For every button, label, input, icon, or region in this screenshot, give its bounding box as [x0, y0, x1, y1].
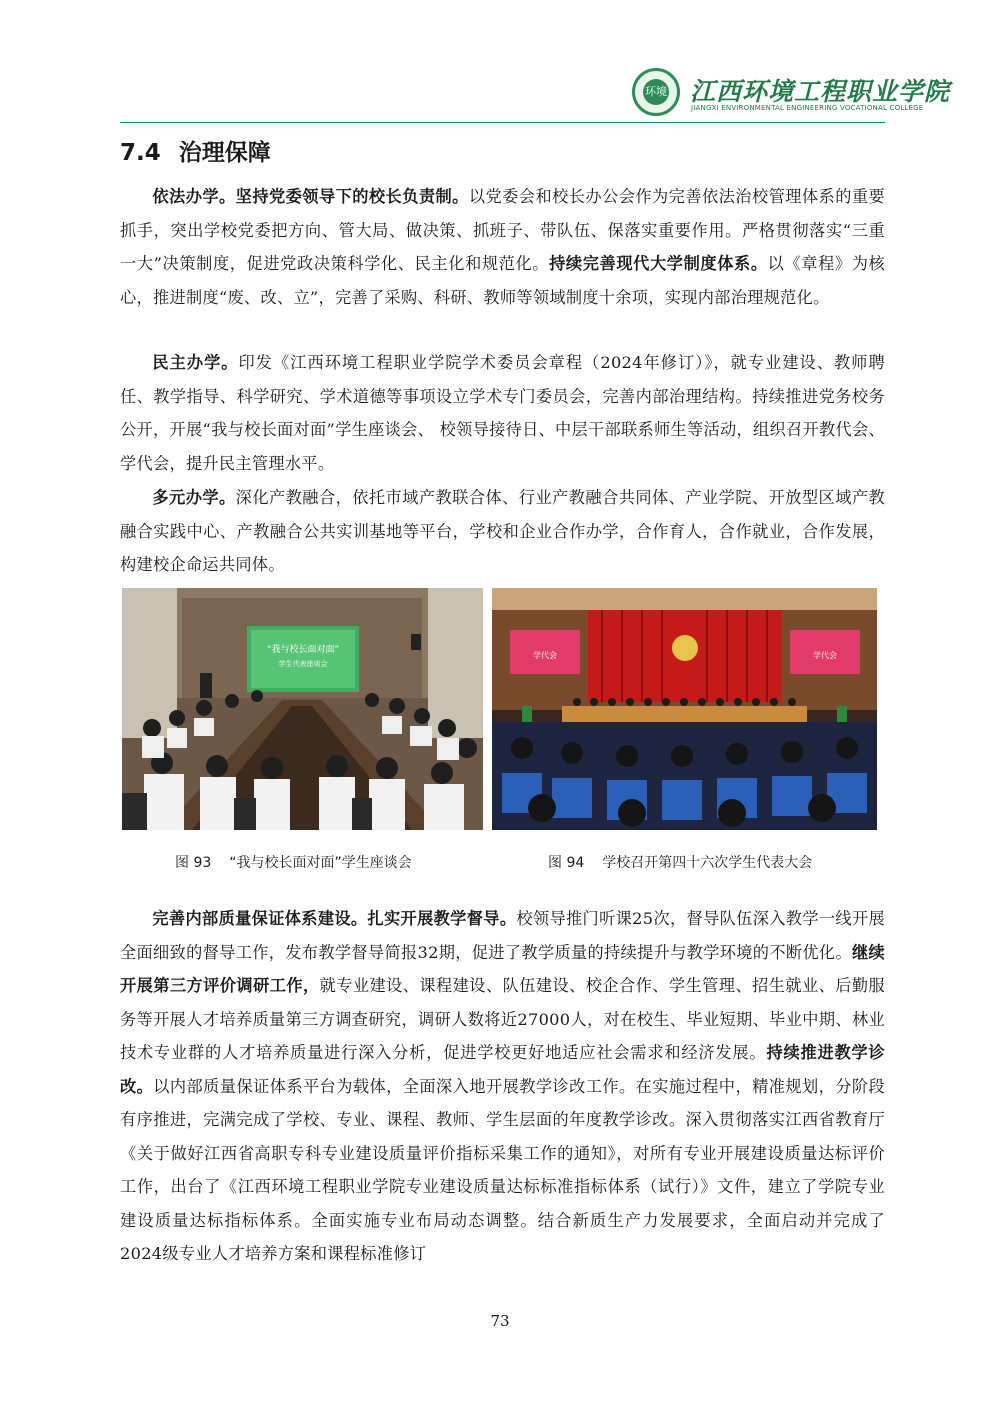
- para4-bold-1: 完善内部质量保证体系建设。扎实开展教学督导。: [152, 909, 517, 928]
- para4-text-2: 就专业建设、课程建设、队伍建设、校企合作、学生管理、招生就业、后勤服务等开展人才培养质量第三方调查研究，调研人数将近27000人，对在校生、毕业短期、毕业中期、林业技术专业群的人才培养质量进行深入分析，促进学校更好地适应社会需求和经济发展。: [120, 976, 885, 1062]
- para1-bold-2: 持续完善现代大学制度体系。: [549, 254, 768, 273]
- school-logo-icon: [632, 68, 680, 116]
- header-divider: [120, 122, 885, 123]
- paragraph-diversified: [120, 481, 885, 582]
- paragraph-quality-assurance: [120, 902, 885, 1271]
- para3-text-1: 深化产教融合，依托市域产教联合体、行业产教融合共同体、产业学院、开放型区域产教融合实践中心、产教融合公共实训基地等平台，学校和企业合作办学，合作育人，合作就业，合作发展，构建校企命运共同体。: [120, 488, 886, 574]
- para4-bold-2: 继续开展第三方评价调研工作，: [120, 942, 885, 995]
- para2-text-1: 印发《江西环境工程职业学院学术委员会章程（2024年修订）》，就专业建设、教师聘任、教学指导、科学研究、学术道德等事项设立学术专门委员会，完善内部治理结构。持续推进党务校务公开，开展“我与校长面对面”学生座谈会、 校领导接待日、中层干部联系师生等活动，组织召开教代会、学代会，提升民主管理水平。: [120, 353, 886, 473]
- banner-left-text: 学代会: [533, 651, 557, 660]
- figure-94-caption: [548, 852, 812, 872]
- figure-94-number: 图 94: [548, 855, 585, 871]
- para4-text-3: 以内部质量保证体系平台为载体，全面深入地开展教学诊改工作。在实施过程中，精准规划，分阶段有序推进，完满完成了学校、专业、课程、教师、学生层面的年度教学诊改。深入贯彻落实江西省教育厅《关于做好江西省高职专科专业建设质量评价指标采集工作的通知》，对所有专业开展建设质量达标评价工作，出台了《江西环境工程职业学院专业建设质量达标标准指标体系（试行）》文件，建立了学院专业建设质量达标指标体系。全面实施专业布局动态调整。结合新质生产力发展要求，全面启动并完成了2024级专业人才培养方案和课程标准修订: [120, 1076, 885, 1263]
- para1-text-2: 以《章程》为核心，推进制度“废、改、立”，完善了采购、科研、教师等领域制度十余项，实现内部治理规范化。: [120, 254, 885, 307]
- screen-text-line1: “我与校长面对面”: [266, 645, 340, 655]
- school-name-cn: 江西环境工程职业学院: [690, 77, 951, 106]
- paragraph-democratic: [120, 346, 885, 480]
- school-name-en: JIANGXI ENVIRONMENTAL ENGINEERING VOCATIONAL COLLEGE: [691, 104, 924, 112]
- photo-student-forum: [122, 588, 483, 830]
- section-title: [120, 134, 271, 167]
- figure-93-caption: [175, 852, 412, 872]
- figure-94-text: 学校召开第四十六次学生代表大会: [602, 855, 813, 871]
- figure-93-number: 图 93: [175, 855, 212, 871]
- logo-mark: 环境: [643, 79, 669, 105]
- para4-text-1: 校领导推门听课25次，督导队伍深入教学一线开展全面细致的督导工作，发布教学督导简报32期，促进了教学质量的持续提升与教学环境的不断优化。: [120, 909, 885, 962]
- para3-bold-1: 多元办学。: [152, 488, 236, 507]
- para2-bold-1: 民主办学。: [152, 353, 239, 372]
- para4-bold-3: 持续推进教学诊改。: [120, 1043, 885, 1096]
- page-number: 73: [490, 1312, 510, 1330]
- section-title-text: 治理保障: [178, 140, 271, 166]
- paragraph-rule-of-law: [120, 180, 885, 314]
- screen-text-line2: 学生代表座谈会: [278, 660, 328, 668]
- photo-student-congress: [492, 588, 877, 830]
- page-header: [120, 62, 951, 122]
- figure-93-text: “我与校长面对面”学生座谈会: [229, 855, 412, 871]
- banner-right-text: 学代会: [813, 651, 837, 660]
- para1-bold-1: 依法办学。坚持党委领导下的校长负责制。: [152, 187, 469, 206]
- para1-text-1: 以党委会和校长办公会作为完善依法治校管理体系的重要抓手，突出学校党委把方向、管大局、做决策、抓班子、带队伍、保落实重要作用。严格贯彻落实“三重一大”决策制度，促进党政决策科学化、民主化和规范化。: [120, 187, 886, 273]
- section-number: 7.4: [120, 140, 161, 166]
